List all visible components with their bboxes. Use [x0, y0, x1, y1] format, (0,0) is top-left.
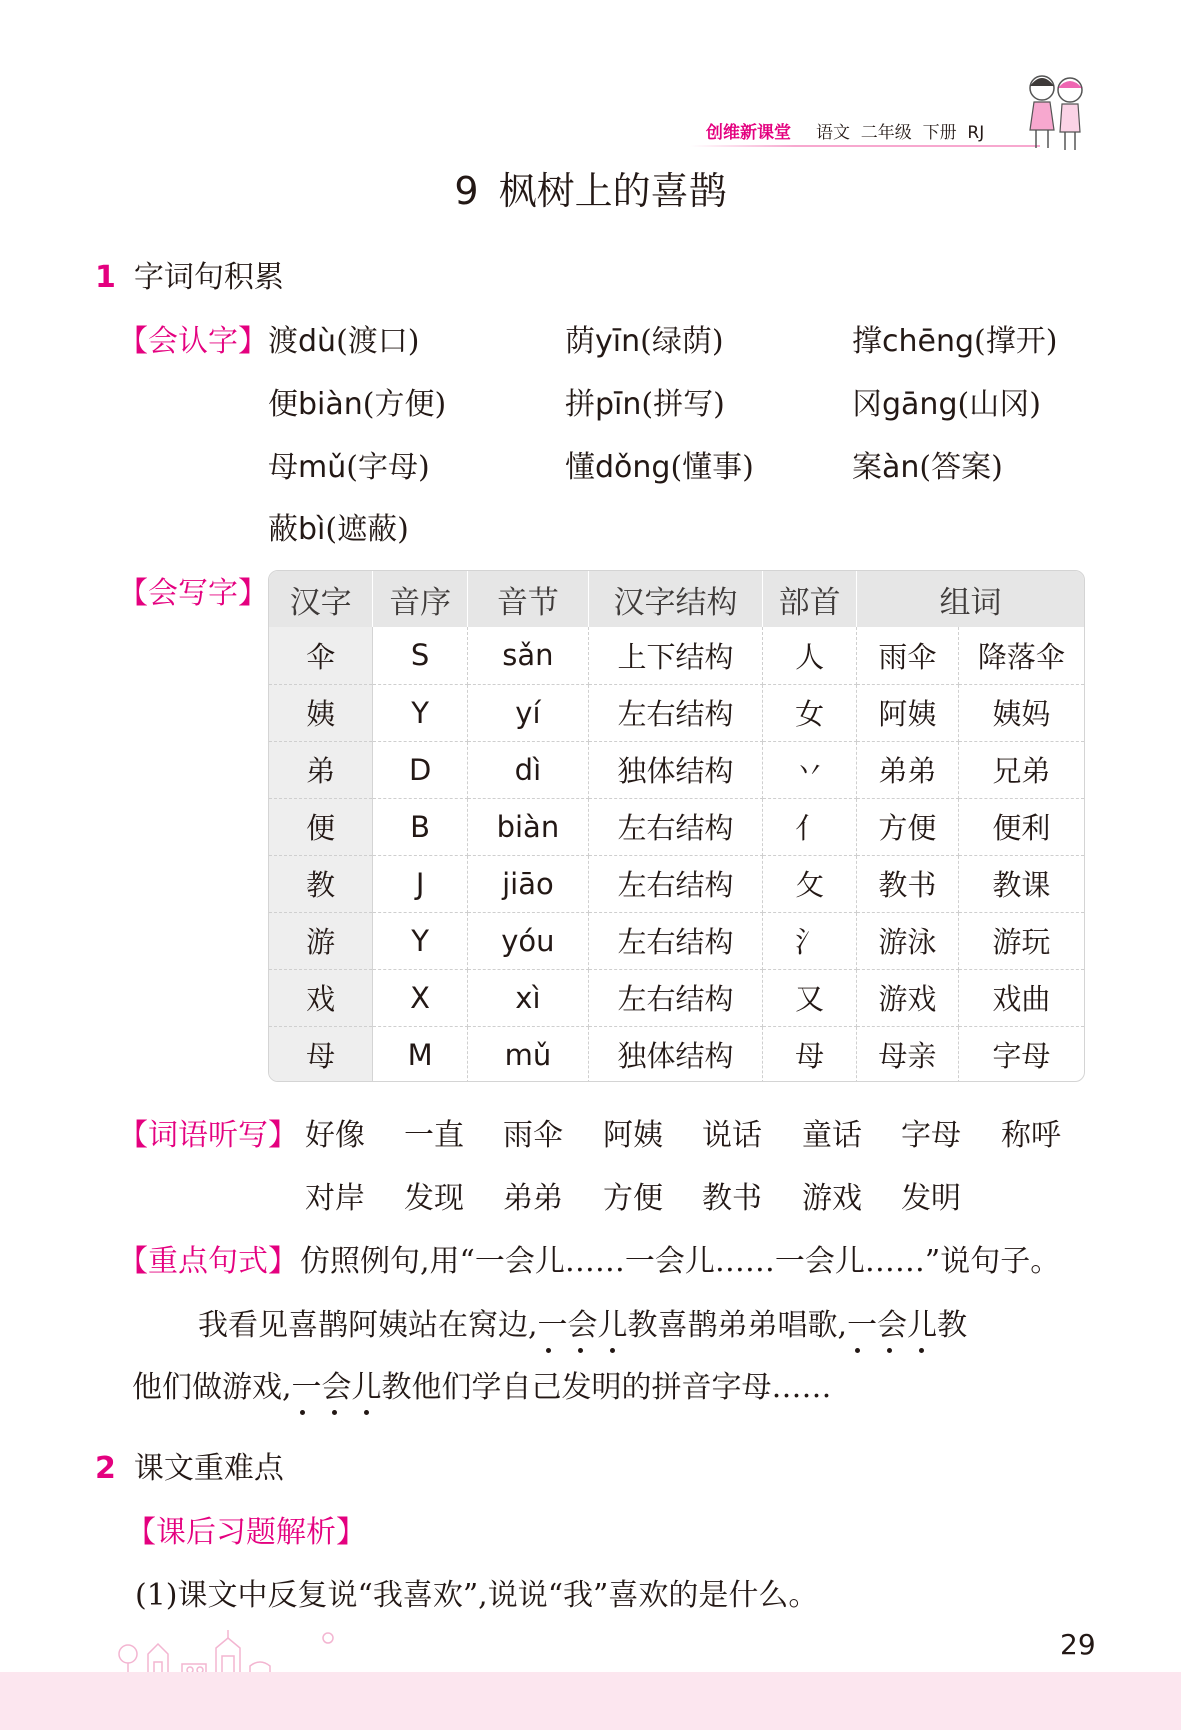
table-cell: 左右结构 — [588, 855, 762, 912]
table-cell: 母 — [763, 1026, 857, 1082]
table-row — [269, 969, 1084, 1026]
table-header: 汉字 — [269, 571, 373, 627]
table-cell: 兄弟 — [958, 741, 1084, 798]
section-number: 2 — [95, 1451, 116, 1486]
tag-analysis: 【课后习题解析】 — [126, 1515, 366, 1550]
kids-illustration-icon — [1020, 68, 1092, 153]
dictation-word: 教书 — [702, 1181, 762, 1216]
recognize-item: 拼pīn(拼写) — [565, 387, 725, 422]
page-number: 29 — [1060, 1628, 1096, 1661]
recognize-item: 荫yīn(绿荫) — [565, 324, 724, 359]
question-text: (1)课文中反复说“我喜欢”,说说“我”喜欢的是什么。 — [135, 1578, 819, 1613]
dictation-word: 对岸 — [305, 1181, 365, 1216]
table-cell: 戏曲 — [958, 969, 1084, 1026]
table-cell: 游戏 — [857, 969, 959, 1026]
example-sentence-line: 我看见喜鹊阿姨站在窝边,一会儿 教喜鹊弟弟唱歌,一会儿 教 — [198, 1300, 967, 1344]
section-heading-2 — [95, 1443, 284, 1487]
header-rule — [690, 145, 1040, 147]
dictation-word: 阿姨 — [603, 1118, 663, 1153]
table-cell: 字母 — [992, 1039, 1051, 1074]
table-cell: yóu — [468, 912, 589, 969]
table-cell: xì — [468, 969, 589, 1026]
table-row — [269, 912, 1084, 969]
table-cell: 教 — [269, 855, 373, 912]
header-book-info: 语文 二年级 下册 RJ — [816, 123, 985, 143]
table-cell: sǎn — [468, 627, 589, 684]
table-cell: S — [373, 627, 468, 684]
recognize-item: 懂dǒng(懂事) — [565, 450, 754, 485]
table-cell: 游玩 — [958, 912, 1084, 969]
table-cell: 阿姨 — [857, 684, 959, 741]
dictation-word: 发明 — [901, 1181, 961, 1216]
table-cell: 方便 — [857, 798, 959, 855]
footer-band — [0, 1672, 1181, 1730]
table-cell: yí — [468, 684, 589, 741]
table-cell: 便利 — [958, 798, 1084, 855]
lesson-title — [0, 160, 1181, 215]
table-cell: B — [373, 798, 468, 855]
dictation-word: 雨伞 — [503, 1118, 563, 1153]
table-row — [269, 1026, 1084, 1082]
table-header: 音序 — [373, 571, 468, 627]
dictation-word: 方便 — [603, 1181, 663, 1216]
table-cell: 女 — [763, 684, 857, 741]
table-cell: 攵 — [763, 855, 857, 912]
table-cell: 母 — [269, 1026, 373, 1082]
dictation-word: 说话 — [702, 1118, 762, 1153]
table-cell: 教书 — [857, 855, 959, 912]
table-cell: mǔ — [468, 1026, 589, 1082]
section-heading-1 — [95, 252, 284, 296]
recognize-item: 冈gāng(山冈) — [852, 387, 1041, 422]
table-cell: dì — [468, 741, 589, 798]
table-cell: jiāo — [468, 855, 589, 912]
table-cell: 又 — [763, 969, 857, 1026]
table-cell: 教课 — [958, 855, 1084, 912]
table-cell: 左右结构 — [588, 684, 762, 741]
tag-dictation: 【词语听写】 — [118, 1118, 298, 1153]
table-cell: 雨伞 — [857, 627, 959, 684]
table-row — [269, 684, 1084, 741]
dictation-word: 发现 — [404, 1181, 464, 1216]
table-cell: 独体结构 — [588, 1026, 762, 1082]
tag-write: 【会写字】 — [118, 576, 268, 611]
section-title: 课文重难点 — [133, 1451, 284, 1486]
tag-recognize: 【会认字】 — [118, 324, 268, 359]
dictation-word: 弟弟 — [503, 1181, 563, 1216]
table-cell: 亻 — [763, 798, 857, 855]
dictation-word: 游戏 — [802, 1181, 862, 1216]
table-cell: 母亲 — [857, 1026, 959, 1082]
section-title: 字词句积累 — [133, 260, 284, 295]
tag-sentence-pattern: 【重点句式】 — [118, 1244, 298, 1279]
write-table — [268, 570, 1085, 1082]
recognize-item: 便biàn(方便) — [268, 387, 447, 422]
recognize-item: 案àn(答案) — [852, 450, 1003, 485]
pattern-instruction: 仿照例句,用“一会儿……一会儿……一会儿……”说句子。 — [300, 1244, 1061, 1279]
table-header: 组词 — [857, 571, 1084, 627]
emphasis-phrase: 一会儿 — [292, 1370, 382, 1405]
dictation-word: 字母 — [901, 1118, 961, 1153]
table-cell: 人 — [763, 627, 857, 684]
dictation-word: 称呼 — [1001, 1118, 1061, 1153]
table-row — [269, 798, 1084, 855]
table-cell: 弟弟 — [857, 741, 959, 798]
table-cell: biàn — [468, 798, 589, 855]
table-cell: 姨 — [269, 684, 373, 741]
recognize-item: 渡dù(渡口) — [268, 324, 420, 359]
dictation-word: 一直 — [404, 1118, 464, 1153]
dictation-word: 童话 — [802, 1118, 862, 1153]
example-sentence-line: 他们做游戏,一会儿 教他们学自己发明的拼音字母…… — [132, 1362, 832, 1406]
table-cell: 左右结构 — [588, 798, 762, 855]
dictation-word: 好像 — [305, 1118, 365, 1153]
table-cell: D — [373, 741, 468, 798]
table-cell: 丷 — [763, 741, 857, 798]
table-cell: 独体结构 — [588, 741, 762, 798]
table-header: 音节 — [468, 571, 589, 627]
table-cell: 姨妈 — [958, 684, 1084, 741]
table-cell: 伞 — [269, 627, 373, 684]
lesson-number: 9 — [454, 169, 479, 213]
table-row — [269, 741, 1084, 798]
table-header-row — [269, 571, 1084, 627]
table-cell: Y — [373, 912, 468, 969]
recognize-item: 蔽bì(遮蔽) — [268, 512, 409, 547]
table-cell: 戏 — [269, 969, 373, 1026]
emphasis-phrase: 一会儿 — [538, 1308, 628, 1343]
table-cell: 游 — [269, 912, 373, 969]
town-decoration-icon — [110, 1618, 370, 1678]
table-header: 汉字结构 — [588, 571, 762, 627]
table-cell: 便 — [269, 798, 373, 855]
table-cell: 左右结构 — [588, 969, 762, 1026]
table-cell: Y — [373, 684, 468, 741]
table-cell: 左右结构 — [588, 912, 762, 969]
table-cell: X — [373, 969, 468, 1026]
table-cell: J — [373, 855, 468, 912]
table-row — [269, 627, 1084, 684]
table-cell: 降落伞 — [958, 627, 1084, 684]
table-cell: 游泳 — [857, 912, 959, 969]
table-cell: 弟 — [269, 741, 373, 798]
header-brand: 创维新课堂 — [706, 123, 791, 143]
table-cell: 氵 — [763, 912, 857, 969]
recognize-item: 撑chēng(撑开) — [852, 324, 1058, 359]
table-row — [269, 855, 1084, 912]
recognize-item: 母mǔ(字母) — [268, 450, 430, 485]
section-number: 1 — [95, 260, 116, 295]
table-cell: M — [373, 1026, 468, 1082]
table-cell: 上下结构 — [588, 627, 762, 684]
emphasis-phrase: 一会儿 — [847, 1308, 937, 1343]
table-header: 部首 — [763, 571, 857, 627]
lesson-title-text: 枫树上的喜鹊 — [498, 169, 727, 213]
